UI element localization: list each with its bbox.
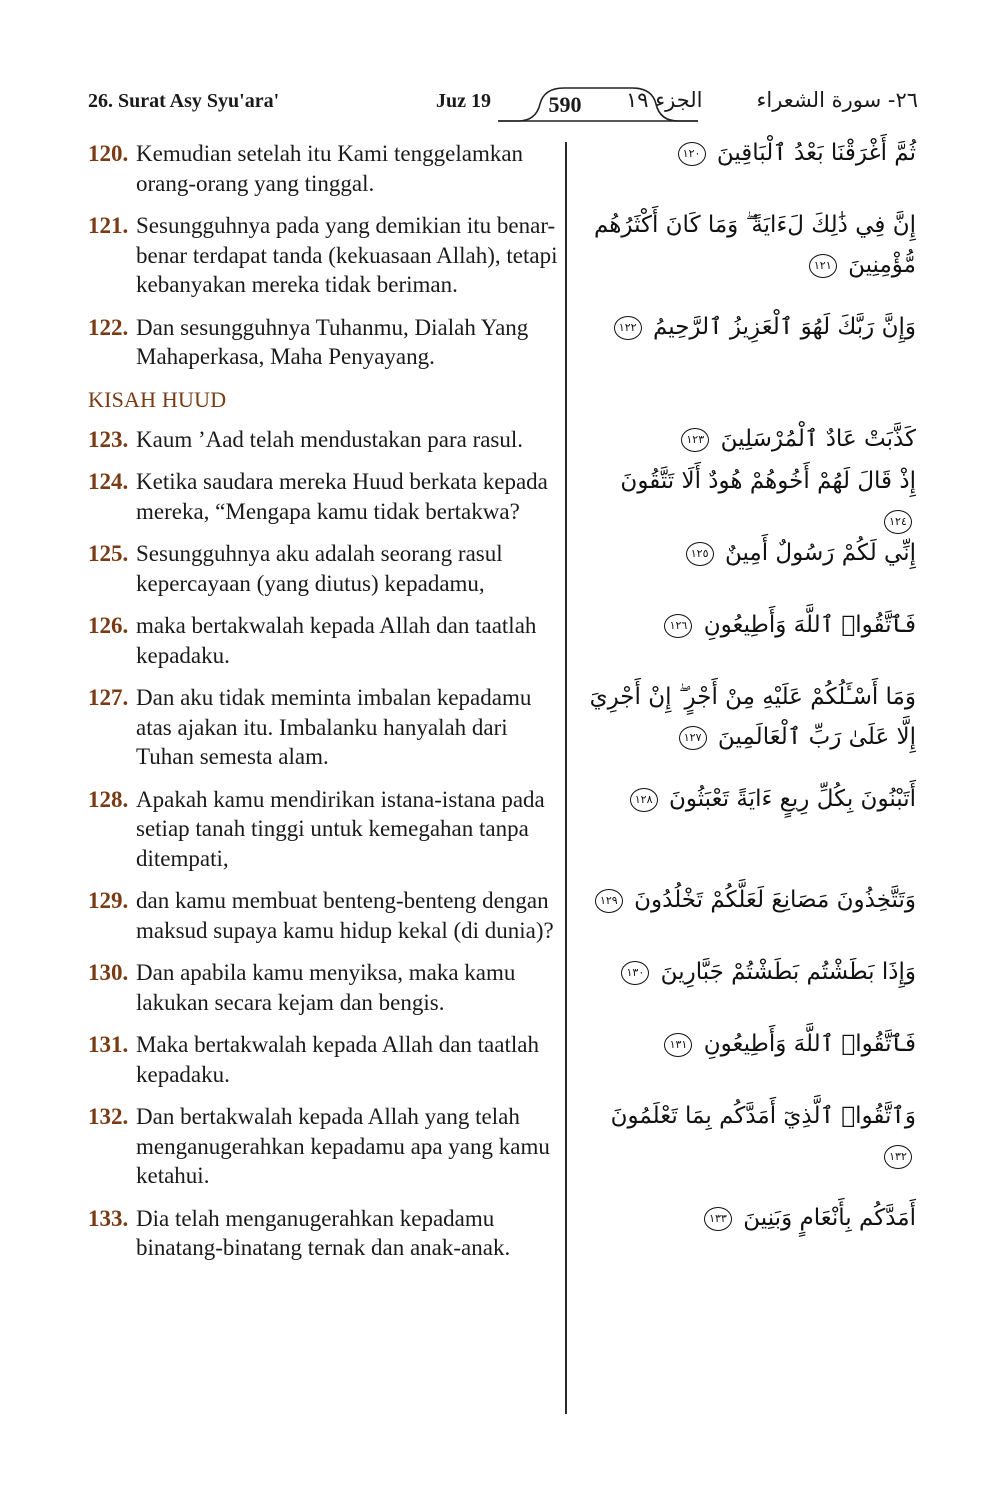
- verse-number: 128.: [88, 786, 129, 812]
- verse-text: Dan bertakwalah kepada Allah yang telah menganugerahkan kepadamu apa yang kamu ketahui.: [136, 1104, 550, 1188]
- verse-text: Dan apabila kamu menyiksa, maka kamu lakukan secara kejam dan bengis.: [136, 960, 516, 1015]
- verse-text: Ketika saudara mereka Huud berkata kepada mereka, “Mengapa kamu tidak bertakwa?: [136, 469, 548, 524]
- arabic-verse-text: كَذَّبَتْ عَادٌ ٱلْمُرْسَلِينَ: [713, 426, 916, 452]
- arabic-verse-text: أَمَدَّكُم بِأَنْعَامٍ وَبَنِينَ: [735, 1205, 916, 1231]
- page-number: 590: [548, 92, 582, 117]
- arabic-verse: [586, 1198, 916, 1238]
- ayah-number-marker: ١٢٣: [681, 428, 709, 452]
- verse-translation: [88, 611, 558, 670]
- verse-number: 132.: [88, 1104, 129, 1129]
- verse-text: Maka bertakwalah kepada Allah dan taatlah kepadaku.: [136, 1032, 539, 1087]
- verse-number: 126.: [88, 613, 129, 638]
- ayah-number-marker: ١٢٩: [595, 889, 623, 913]
- arabic-verse: [586, 677, 916, 757]
- verse-translation: [88, 313, 558, 372]
- verse-translation: [88, 683, 558, 772]
- ayah-number-marker: ١٢٦: [664, 614, 692, 638]
- arabic-verse-text: ثُمَّ أَغْرَقْنَا بَعْدُ ٱلْبَاقِينَ: [709, 140, 916, 166]
- verse-number: 124.: [88, 469, 129, 494]
- verse-number: 121.: [88, 213, 129, 238]
- verse-translation: [88, 211, 558, 300]
- ayah-number-marker: ١٣٢: [884, 1145, 912, 1169]
- section-title: KISAH HUUD: [88, 386, 227, 412]
- verse-number: 130.: [88, 960, 129, 985]
- verse-translation: [88, 139, 558, 198]
- arabic-verse: [586, 952, 916, 992]
- ayah-number-marker: ١٢٨: [630, 788, 658, 812]
- verse-text: maka bertakwalah kepada Allah dan taatlah kepadaku.: [136, 613, 537, 668]
- arabic-verse: [586, 307, 916, 347]
- verse-text: Kaum ’Aad telah mendustakan para rasul.: [136, 426, 524, 452]
- juz-label-arabic: الجزء ١٩: [626, 88, 703, 112]
- arabic-verse: [586, 533, 916, 573]
- verse-number: 129.: [88, 888, 129, 913]
- verse-text: Kemudian setelah itu Kami tenggelamkan orang-orang yang tinggal.: [136, 141, 524, 196]
- arabic-verse-text: وَٱتَّقُوا۟ ٱلَّذِيٓ أَمَدَّكُم بِمَا تَعْلَمُونَ: [610, 1103, 916, 1129]
- surah-title-arabic: ٢٦- سورة الشعراء: [756, 88, 918, 112]
- verse-text: Apakah kamu mendirikan istana-istana pada setiap tanah tinggi untuk kemegahan tanpa ditempati,: [136, 786, 545, 871]
- juz-label-latin: Juz 19: [436, 90, 491, 112]
- verse-number: 122.: [88, 314, 129, 340]
- verse-text: Sesungguhnya aku adalah seorang rasul kepercayaan (yang diutus) kepadamu,: [136, 541, 503, 596]
- arabic-verse-text: وَمَا أَسْـَٔلُكُمْ عَلَيْهِ مِنْ أَجْرٍ ۖ إِنْ أَجْرِيَ إِلَّا عَلَىٰ رَبِّ ٱلْعَالَمِينَ: [589, 684, 916, 750]
- verse-number: 133.: [88, 1205, 129, 1231]
- arabic-verse-text: إِذْ قَالَ لَهُمْ أَخُوهُمْ هُودٌ أَلَا تَتَّقُونَ: [620, 468, 916, 494]
- page-header: [88, 84, 918, 124]
- arabic-verse: [586, 133, 916, 173]
- arabic-verse-text: وَتَتَّخِذُونَ مَصَانِعَ لَعَلَّكُمْ تَخْلُدُونَ: [626, 887, 916, 913]
- arabic-verse-text: فَٱتَّقُوا۟ ٱللَّهَ وَأَطِيعُونِ: [696, 1031, 916, 1057]
- verse-text: Sesungguhnya pada yang demikian itu benar-benar terdapat tanda (kekuasaan Allah), tetapi kebanyakan mereka tidak beriman.: [136, 213, 558, 297]
- verse-number: 127.: [88, 685, 129, 710]
- verse-translation: [88, 785, 558, 874]
- verse-translation: [88, 1102, 558, 1191]
- arabic-verse-text: إِنِّي لَكُمْ رَسُولٌ أَمِينٌ: [717, 540, 916, 566]
- arabic-verse: [586, 779, 916, 819]
- translation-column: [88, 139, 558, 1263]
- verse-text: Dan aku tidak meminta imbalan kepadamu atas ajakan itu. Imbalanku hanyalah dari Tuhan semesta alam.: [136, 685, 532, 769]
- verse-translation: [88, 539, 558, 598]
- arabic-verse-text: أَتَبْنُونَ بِكُلِّ رِيعٍ ءَايَةً تَعْبَثُونَ: [661, 786, 916, 812]
- arabic-verse: [586, 461, 916, 541]
- ayah-number-marker: ١٢٥: [686, 542, 714, 566]
- arabic-verse-text: فَٱتَّقُوا۟ ٱللَّهَ وَأَطِيعُونِ: [696, 612, 916, 638]
- ayah-number-marker: ١٣١: [664, 1033, 692, 1057]
- arabic-verse: [586, 605, 916, 645]
- verse-number: 125.: [88, 541, 129, 566]
- ayah-number-marker: ١٢٢: [614, 316, 642, 340]
- verse-translation: [88, 886, 558, 945]
- arabic-verse-text: وَإِذَا بَطَشْتُم بَطَشْتُمْ جَبَّارِينَ: [653, 959, 916, 985]
- arabic-verse-text: وَإِنَّ رَبَّكَ لَهُوَ ٱلْعَزِيزُ ٱلرَّحِيمُ: [645, 314, 916, 340]
- verse-number: 131.: [88, 1032, 129, 1057]
- verse-translation: [88, 1030, 558, 1089]
- verse-text: Dia telah menganugerahkan kepadamu binatang-binatang ternak dan anak-anak.: [136, 1205, 511, 1260]
- arabic-verse: [586, 1096, 916, 1176]
- surah-title-latin: 26. Surat Asy Syu'ara': [88, 90, 280, 112]
- ayah-number-marker: ١٣٠: [621, 961, 649, 985]
- ayah-number-marker: ١٢١: [809, 254, 837, 278]
- verse-number: 123.: [88, 426, 129, 452]
- verse-number: 120.: [88, 141, 129, 166]
- verse-translation: [88, 1204, 558, 1263]
- verse-text: dan kamu membuat benteng-benteng dengan maksud supaya kamu hidup kekal (di dunia)?: [136, 888, 554, 943]
- ayah-number-marker: ١٢٧: [679, 726, 707, 750]
- verse-translation: [88, 467, 558, 526]
- arabic-verse: [586, 1024, 916, 1064]
- verse-text: Dan sesungguhnya Tuhanmu, Dialah Yang Mahaperkasa, Maha Penyayang.: [136, 314, 529, 369]
- arabic-verse: [586, 205, 916, 285]
- ayah-number-marker: ١٢٠: [678, 142, 706, 166]
- arabic-verse: [586, 419, 916, 459]
- verse-translation: [88, 425, 558, 455]
- column-divider: [565, 142, 567, 1414]
- arabic-verse: [586, 880, 916, 920]
- verse-translation: [88, 958, 558, 1017]
- ayah-number-marker: ١٢٤: [884, 510, 912, 534]
- ayah-number-marker: ١٣٣: [704, 1207, 732, 1231]
- arabic-verse-text: إِنَّ فِي ذَٰلِكَ لَءَايَةً ۖ وَمَا كَانَ أَكْثَرُهُم مُّؤْمِنِينَ: [593, 212, 916, 278]
